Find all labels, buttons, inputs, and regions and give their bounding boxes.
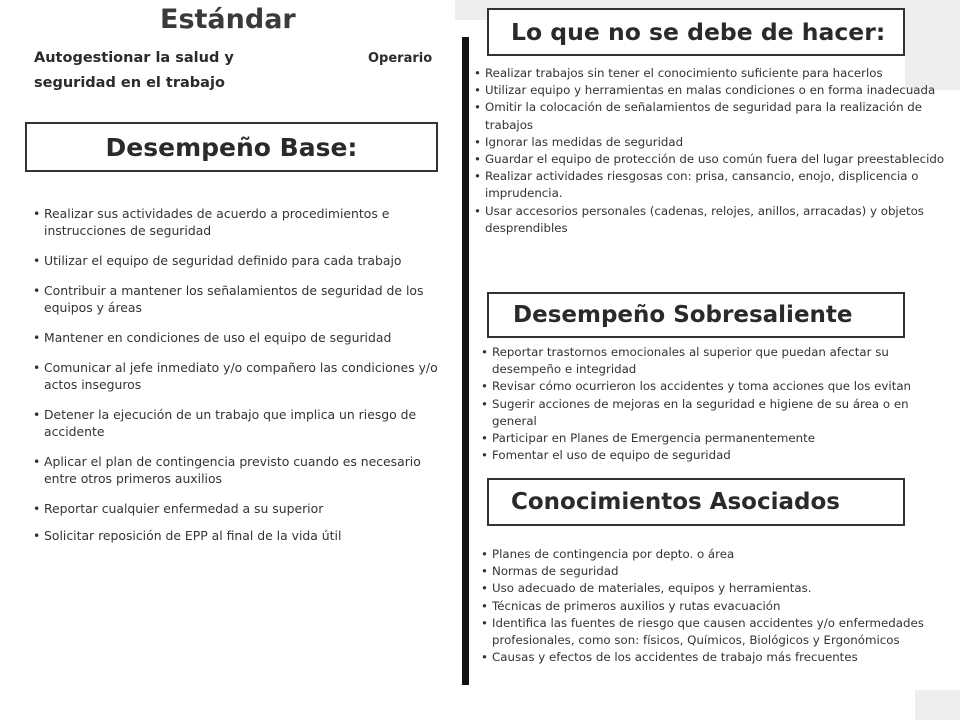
- list-item: • Aplicar el plan de contingencia previsto cuando es necesario entre otros primeros auxilios: [33, 453, 438, 487]
- list-item: • Utilizar equipo y herramientas en malas condiciones o en forma inadecuada: [474, 82, 946, 99]
- list-item: • Reportar cualquier enfermedad a su superior: [33, 500, 438, 517]
- knowledge-list: [481, 546, 949, 666]
- list-item: • Sugerir acciones de mejoras en la seguridad e higiene de su área o en general: [481, 396, 949, 430]
- list-item: • Realizar sus actividades de acuerdo a procedimientos e instrucciones de seguridad: [33, 205, 438, 239]
- dont-heading-box: [487, 8, 905, 56]
- list-item: • Uso adecuado de materiales, equipos y herramientas.: [481, 580, 949, 597]
- list-item: • Mantener en condiciones de uso el equipo de seguridad: [33, 329, 438, 346]
- list-item: • Usar accesorios personales (cadenas, relojes, anillos, arracadas) y objetos desprendibles: [474, 203, 946, 237]
- list-item: • Reportar trastornos emocionales al superior que puedan afectar su desempeño e integridad: [481, 344, 949, 378]
- list-item: • Planes de contingencia por depto. o área: [481, 546, 949, 563]
- base-performance-heading-box: [25, 122, 438, 172]
- page-title: Estándar: [160, 4, 296, 35]
- vertical-divider: [462, 37, 469, 685]
- list-item: • Guardar el equipo de protección de uso común fuera del lugar preestablecido: [474, 151, 946, 168]
- dont-heading: Lo que no se debe de hacer:: [511, 18, 886, 46]
- standard-subtitle: Autogestionar la salud y seguridad en el trabajo: [34, 50, 234, 91]
- list-item: • Detener la ejecución de un trabajo que implica un riesgo de accidente: [33, 406, 438, 440]
- knowledge-heading: Conocimientos Asociados: [511, 489, 840, 515]
- list-item: • Identifica las fuentes de riesgo que causen accidentes y/o enfermedades profesionales, como son: físicos, Químicos, Biológicos y Ergonómicos: [481, 615, 949, 649]
- list-item: • Contribuir a mantener los señalamientos de seguridad de los equipos y áreas: [33, 282, 438, 316]
- list-item: • Realizar trabajos sin tener el conocimiento suficiente para hacerlos: [474, 65, 946, 82]
- list-item: • Ignorar las medidas de seguridad: [474, 134, 946, 151]
- outstanding-heading: Desempeño Sobresaliente: [513, 302, 853, 328]
- base-performance-heading: Desempeño Base:: [105, 132, 358, 162]
- background-shape-corner: [915, 690, 960, 720]
- list-item: • Utilizar el equipo de seguridad definido para cada trabajo: [33, 252, 438, 269]
- list-item: • Participar en Planes de Emergencia permanentemente: [481, 430, 949, 447]
- list-item: • Comunicar al jefe inmediato y/o compañero las condiciones y/o actos inseguros: [33, 359, 438, 393]
- outstanding-heading-box: [487, 292, 905, 338]
- knowledge-heading-box: [487, 478, 905, 526]
- list-item: • Fomentar el uso de equipo de seguridad: [481, 447, 949, 464]
- role-label: Operario: [368, 51, 433, 66]
- outstanding-list: [481, 344, 949, 464]
- list-item: • Realizar actividades riesgosas con: prisa, cansancio, enojo, displicencia o imprudencia.: [474, 168, 946, 202]
- list-item: • Revisar cómo ocurrieron los accidentes y toma acciones que los evitan: [481, 378, 949, 395]
- list-item: • Técnicas de primeros auxilios y rutas evacuación: [481, 598, 949, 615]
- base-performance-list: [33, 205, 438, 544]
- dont-list: [474, 65, 946, 237]
- list-item: • Causas y efectos de los accidentes de trabajo más frecuentes: [481, 649, 949, 666]
- list-item: • Normas de seguridad: [481, 563, 949, 580]
- list-item: • Omitir la colocación de señalamientos de seguridad para la realización de trabajos: [474, 99, 946, 133]
- list-item: • Solicitar reposición de EPP al final de la vida útil: [33, 527, 438, 544]
